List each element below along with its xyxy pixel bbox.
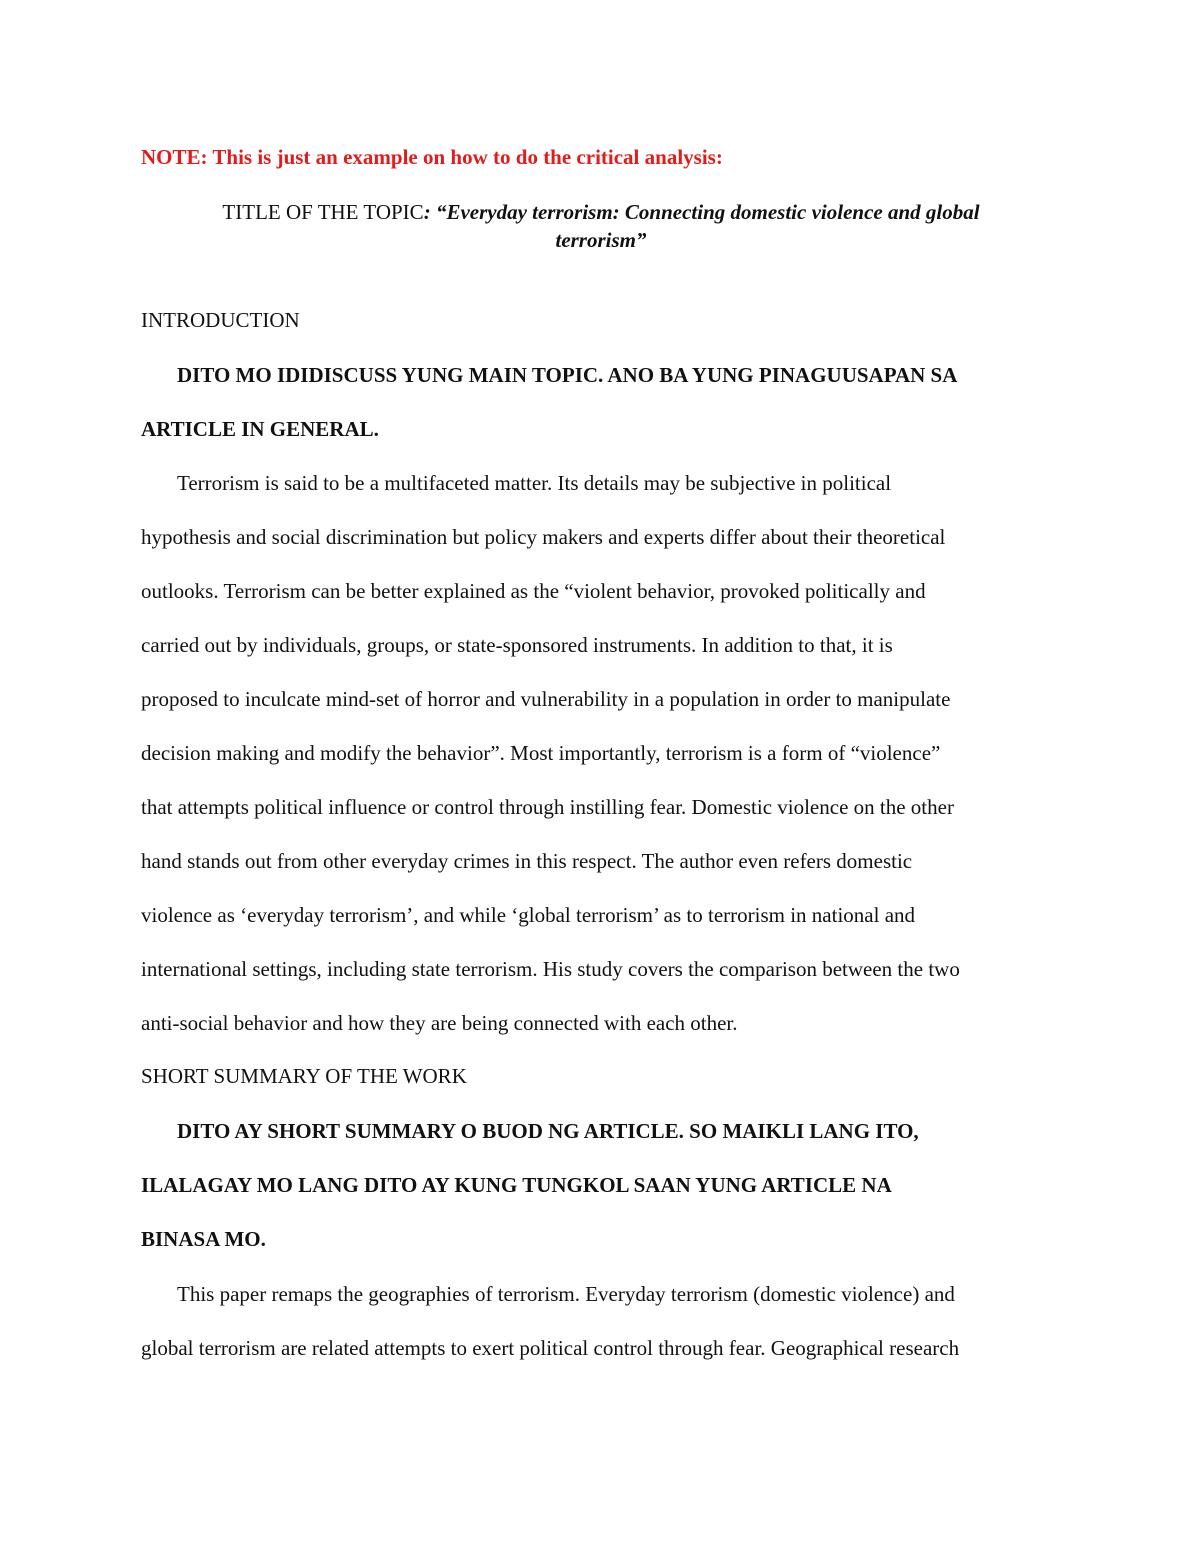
- intro-body-line: decision making and modify the behavior”. Most importantly, terrorism is a form of “violence”: [141, 741, 941, 765]
- intro-body-line: hypothesis and social discrimination but policy makers and experts differ about their theoretical: [141, 525, 946, 549]
- intro-body-line: outlooks. Terrorism can be better explained as the “violent behavior, provoked politically and: [141, 579, 926, 603]
- title-line-2: terrorism”: [555, 228, 647, 252]
- summary-instruction-line: DITO AY SHORT SUMMARY O BUOD NG ARTICLE. SO MAIKLI LANG ITO,: [177, 1119, 919, 1143]
- summary-body-line: global terrorism are related attempts to exert political control through fear. Geographical research: [141, 1336, 960, 1360]
- intro-body-line: proposed to inculcate mind-set of horror and vulnerability in a population in order to manipulate: [141, 687, 951, 711]
- intro-body-line: that attempts political influence or control through instilling fear. Domestic violence on the other: [141, 795, 954, 819]
- intro-instruction-line: ARTICLE IN GENERAL.: [141, 417, 379, 441]
- title-colon: :: [423, 200, 436, 224]
- intro-body-line: international settings, including state terrorism. His study covers the comparison between the two: [141, 957, 960, 981]
- introduction-heading: INTRODUCTION: [141, 308, 300, 332]
- title-italic-1: “Everyday terrorism: Connecting domestic violence and global: [435, 200, 980, 224]
- title-prefix: TITLE OF THE TOPIC: [222, 200, 424, 224]
- title-line-1: [141, 198, 1061, 226]
- intro-body-line: hand stands out from other everyday crimes in this respect. The author even refers domestic: [141, 849, 913, 873]
- summary-instruction-line: ILALAGAY MO LANG DITO AY KUNG TUNGKOL SAAN YUNG ARTICLE NA: [141, 1173, 892, 1197]
- summary-instruction-line: BINASA MO.: [141, 1227, 266, 1251]
- intro-body-line: violence as ‘everyday terrorism’, and while ‘global terrorism’ as to terrorism in national and: [141, 903, 916, 927]
- intro-body-line: Terrorism is said to be a multifaceted matter. Its details may be subjective in political: [177, 471, 892, 495]
- summary-body-line: This paper remaps the geographies of terrorism. Everyday terrorism (domestic violence) and: [177, 1282, 955, 1306]
- note-line: NOTE: This is just an example on how to do the critical analysis:: [141, 145, 723, 169]
- intro-body-line: carried out by individuals, groups, or state-sponsored instruments. In addition to that, it is: [141, 633, 893, 657]
- summary-heading: SHORT SUMMARY OF THE WORK: [141, 1064, 467, 1088]
- intro-instruction-line: DITO MO IDIDISCUSS YUNG MAIN TOPIC. ANO BA YUNG PINAGUUSAPAN SA: [177, 363, 958, 387]
- intro-body-line: anti-social behavior and how they are being connected with each other.: [141, 1011, 738, 1035]
